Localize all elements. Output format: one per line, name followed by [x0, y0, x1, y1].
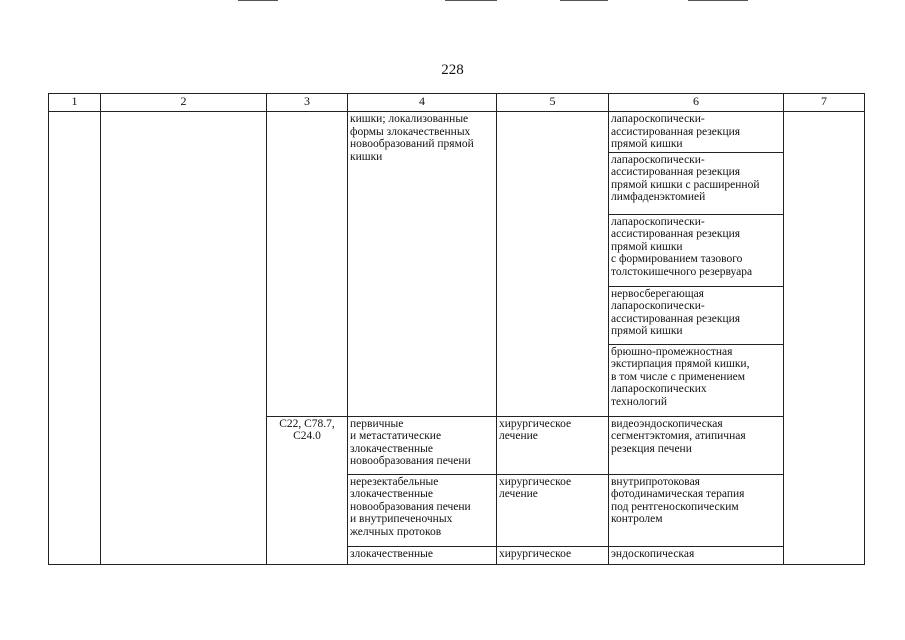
- top-edge-mark: [688, 0, 748, 1]
- top-edge-mark: [238, 0, 278, 1]
- method-cell: лапароскопически- ассистированная резекция прямой кишки с формированием тазового толстокишечного резервуара: [609, 214, 784, 286]
- table-row: [49, 112, 865, 153]
- diagnosis-cell: злокачественные: [348, 546, 497, 564]
- diagnosis-cell: нерезектабельные злокачественные новообразования печени и внутрипеченочных желчных протоков: [348, 474, 497, 546]
- cell-col7: [784, 112, 865, 565]
- top-edge-mark: [445, 0, 497, 1]
- treatment-cell: хирургическое лечение: [497, 474, 609, 546]
- column-header-3: 3: [267, 94, 348, 112]
- treatment-cell: хирургическое: [497, 546, 609, 564]
- method-cell: видеоэндоскопическая сегментэктомия, атипичная резекция печени: [609, 416, 784, 474]
- page-number: 228: [441, 62, 464, 78]
- column-header-7: 7: [784, 94, 865, 112]
- diagnosis-cell: первичные и метастатические злокачественные новообразования печени: [348, 416, 497, 474]
- column-header-2: 2: [101, 94, 267, 112]
- method-cell: лапароскопически- ассистированная резекция прямой кишки с расширенной лимфаденэктомией: [609, 152, 784, 214]
- column-header-1: 1: [49, 94, 101, 112]
- table-header-row: [49, 94, 865, 112]
- medical-care-table: [48, 93, 865, 565]
- cell-col2: [101, 112, 267, 565]
- top-edge-mark: [560, 0, 608, 1]
- method-cell: эндоскопическая: [609, 546, 784, 564]
- treatment-cell: хирургическое лечение: [497, 416, 609, 474]
- column-header-4: 4: [348, 94, 497, 112]
- cell-col1: [49, 112, 101, 565]
- cell-col3: [267, 112, 348, 417]
- method-cell: лапароскопически- ассистированная резекция прямой кишки: [609, 112, 784, 153]
- treatment-cell: [497, 112, 609, 417]
- method-cell: нервосберегающая лапароскопически- ассистированная резекция прямой кишки: [609, 286, 784, 344]
- column-header-5: 5: [497, 94, 609, 112]
- method-cell: внутрипротоковая фотодинамическая терапия под рентгеноскопическим контролем: [609, 474, 784, 546]
- diagnosis-cell: кишки; локализованные формы злокачественных новообразований прямой кишки: [348, 112, 497, 417]
- method-cell: брюшно-промежностная экстирпация прямой кишки, в том числе с применением лапароскопических технологий: [609, 344, 784, 416]
- column-header-6: 6: [609, 94, 784, 112]
- icd-code-cell: C22, C78.7, C24.0: [267, 416, 348, 564]
